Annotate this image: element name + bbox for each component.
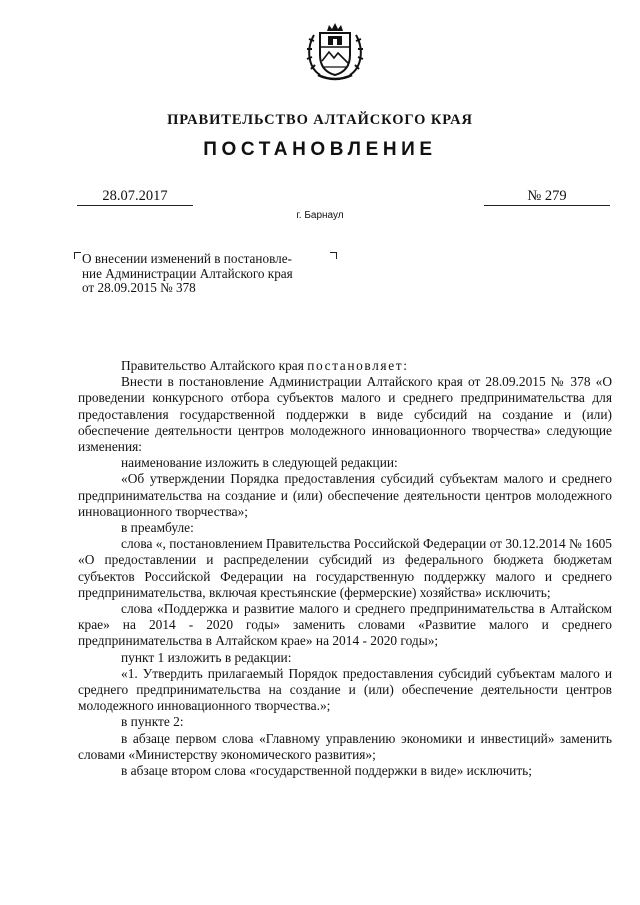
subject-line: от 28.09.2015 № 378 <box>82 280 196 295</box>
document-date: 28.07.2017 <box>77 188 193 206</box>
subject-line: О внесении изменений в постановле- <box>82 251 292 266</box>
paragraph-lead: Правительство Алтайского края <box>121 358 308 373</box>
document-subject <box>82 252 332 296</box>
paragraph: наименование изложить в следующей редакции: <box>121 455 398 471</box>
paragraph: пункт 1 изложить в редакции: <box>121 649 292 665</box>
paragraph: «Об утверждении Порядка предоставления субсидий субъектам малого и среднего предпринимательства на создание и (или) обеспечение деятельности центров молодежного инновационного творчества»; <box>78 471 612 519</box>
government-name: ПРАВИТЕЛЬСТВО АЛТАЙСКОГО КРАЯ <box>167 112 473 128</box>
city-name: г. Барнаул <box>296 210 344 221</box>
subject-line: ние Администрации Алтайского края <box>82 265 293 281</box>
document-body <box>78 358 612 779</box>
paragraph: слова «, постановлением Правительства Российской Федерации от 30.12.2014 № 1605 «О предоставлении и распределении субсидий из федерального бюджета бюджетам субъектов Российской Федерации на государственную поддержку малого и среднего предпринимательства, включая крестьянские (фермерские) хозяйства» исключить; <box>78 536 612 600</box>
paragraph: Внести в постановление Администрации Алтайского края от 28.09.2015 № 378 «О проведении конкурсного отбора субъектов малого и среднего предпринимательства для предоставления государственной поддержки в виде субсидий на создание и (или) обеспечение деятельности центров молодежного инновационного творчества» следующие изменения: <box>78 374 612 455</box>
paragraph: в абзаце первом слова «Главному управлению экономики и инвестиций» заменить словами «Министерству экономического развития»; <box>78 730 612 762</box>
subject-bracket-left <box>74 252 81 259</box>
paragraph: в преамбуле: <box>121 520 194 536</box>
document-type-title: ПОСТАНОВЛЕНИЕ <box>203 139 437 160</box>
paragraph: «1. Утвердить прилагаемый Порядок предоставления субсидий субъектам малого и среднего предпринимательства на создание и (или) обеспечение деятельности центров молодежного инновационного творчества.»; <box>78 665 612 714</box>
coat-of-arms-icon <box>300 17 370 87</box>
resolution-verb: постановляет: <box>307 358 409 373</box>
document-number: № 279 <box>484 188 610 206</box>
paragraph: в абзаце втором слова «государственной поддержки в виде» исключить; <box>121 763 533 779</box>
paragraph: слова «Поддержка и развитие малого и среднего предпринимательства в Алтайском крае» на 2014 - 2020 годы» заменить словами «Развитие малого и среднего предпринимательства в Алтайском крае» на 2014 - 2020 годы»; <box>78 601 612 649</box>
paragraph: в пункте 2: <box>121 714 184 730</box>
paragraph <box>78 358 612 374</box>
